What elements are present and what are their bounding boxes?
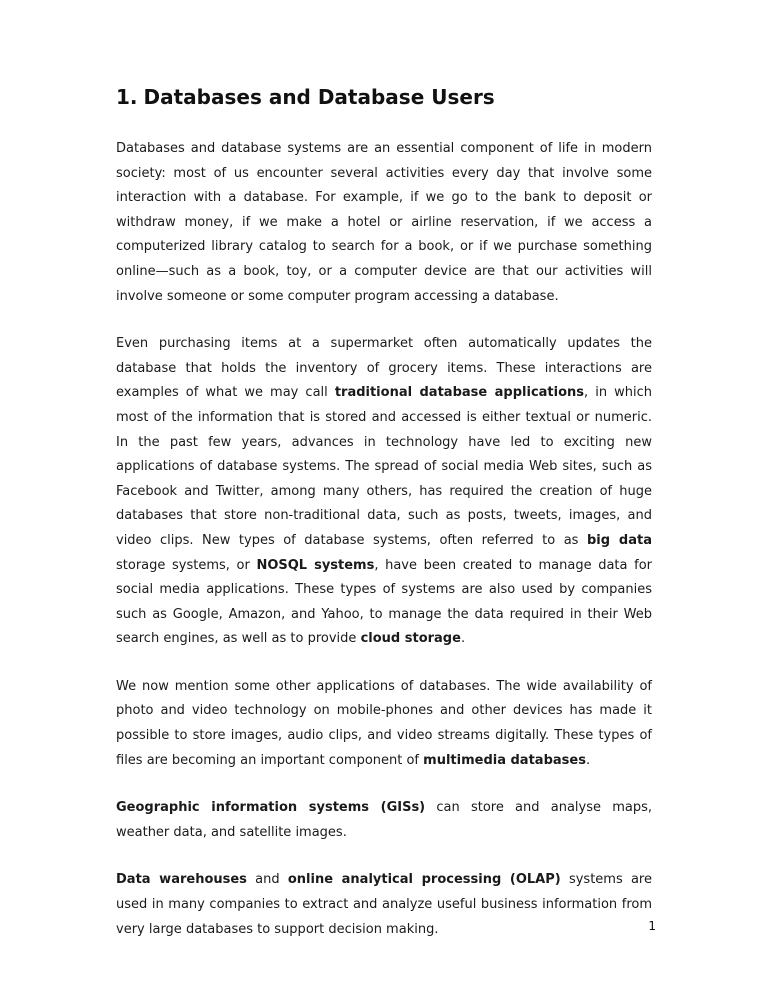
term-big-data: big data bbox=[586, 532, 652, 548]
paragraph-traditional-applications bbox=[116, 332, 652, 652]
paragraph-multimedia bbox=[116, 675, 652, 773]
text-run: can store and analyse maps, weather data, and satellite images. bbox=[116, 800, 652, 840]
term-traditional-database-applications: traditional database applications bbox=[334, 385, 585, 401]
term-multimedia-databases: multimedia databases bbox=[423, 752, 586, 768]
chapter-title: Databases and Database Users bbox=[143, 85, 495, 109]
page-number: 1 bbox=[648, 919, 656, 933]
text-run: storage systems, or bbox=[116, 557, 257, 573]
text-run: , in which most of the information that is stored and accessed is either textual or numeric. In the past few years, advances in technology have led to exciting new applications of database systems. The spread of social media Web sites, such as Facebook and Twitter, among many others, has required the creation of huge databases that store non-traditional data, such as posts, tweets, images, and video clips. New types of database systems, often referred to as bbox=[116, 385, 652, 548]
text-run: , have been created to manage data for social media applications. These types of systems are also used by companies such as Google, Amazon, and Yahoo, to manage the data required in their Web search engines, as well as to provide bbox=[116, 557, 652, 647]
term-olap: online analytical processing (OLAP) bbox=[287, 872, 561, 888]
text-run: Even purchasing items at a supermarket often automatically updates the database that holds the inventory of grocery items. These interactions are examples of what we may call bbox=[116, 336, 652, 401]
term-nosql-systems: NOSQL systems bbox=[256, 557, 375, 573]
paragraph-data-warehouses bbox=[116, 868, 652, 942]
chapter-heading bbox=[116, 84, 652, 110]
chapter-number: 1. bbox=[116, 85, 138, 109]
page-content bbox=[116, 84, 652, 965]
text-run: . bbox=[460, 631, 466, 647]
text-run: . bbox=[585, 752, 591, 768]
term-cloud-storage: cloud storage bbox=[360, 631, 461, 647]
paragraph-intro-text: Databases and database systems are an essential component of life in modern society: most of us encounter several activities every day that involve some interaction with a database. For example, if we go to the bank to deposit or withdraw money, if we make a hotel or airline reservation, if we access a computerized library catalog to search for a book, or if we purchase something online—such as a book, toy, or a computer device are that our activities will involve someone or some computer program accessing a database. bbox=[116, 141, 652, 304]
term-data-warehouses: Data warehouses bbox=[116, 872, 247, 888]
paragraph-gis bbox=[116, 796, 652, 845]
text-run: systems are used in many companies to extract and analyze useful business information from very large databases to support decision making. bbox=[116, 872, 652, 937]
term-gis: Geographic information systems (GISs) bbox=[116, 800, 426, 816]
paragraph-intro bbox=[116, 137, 652, 309]
text-run: We now mention some other applications of databases. The wide availability of photo and video technology on mobile-phones and other devices has made it possible to store images, audio clips, and video streams digitally. These types of files are becoming an important component of bbox=[116, 678, 652, 768]
text-run: and bbox=[246, 872, 288, 888]
